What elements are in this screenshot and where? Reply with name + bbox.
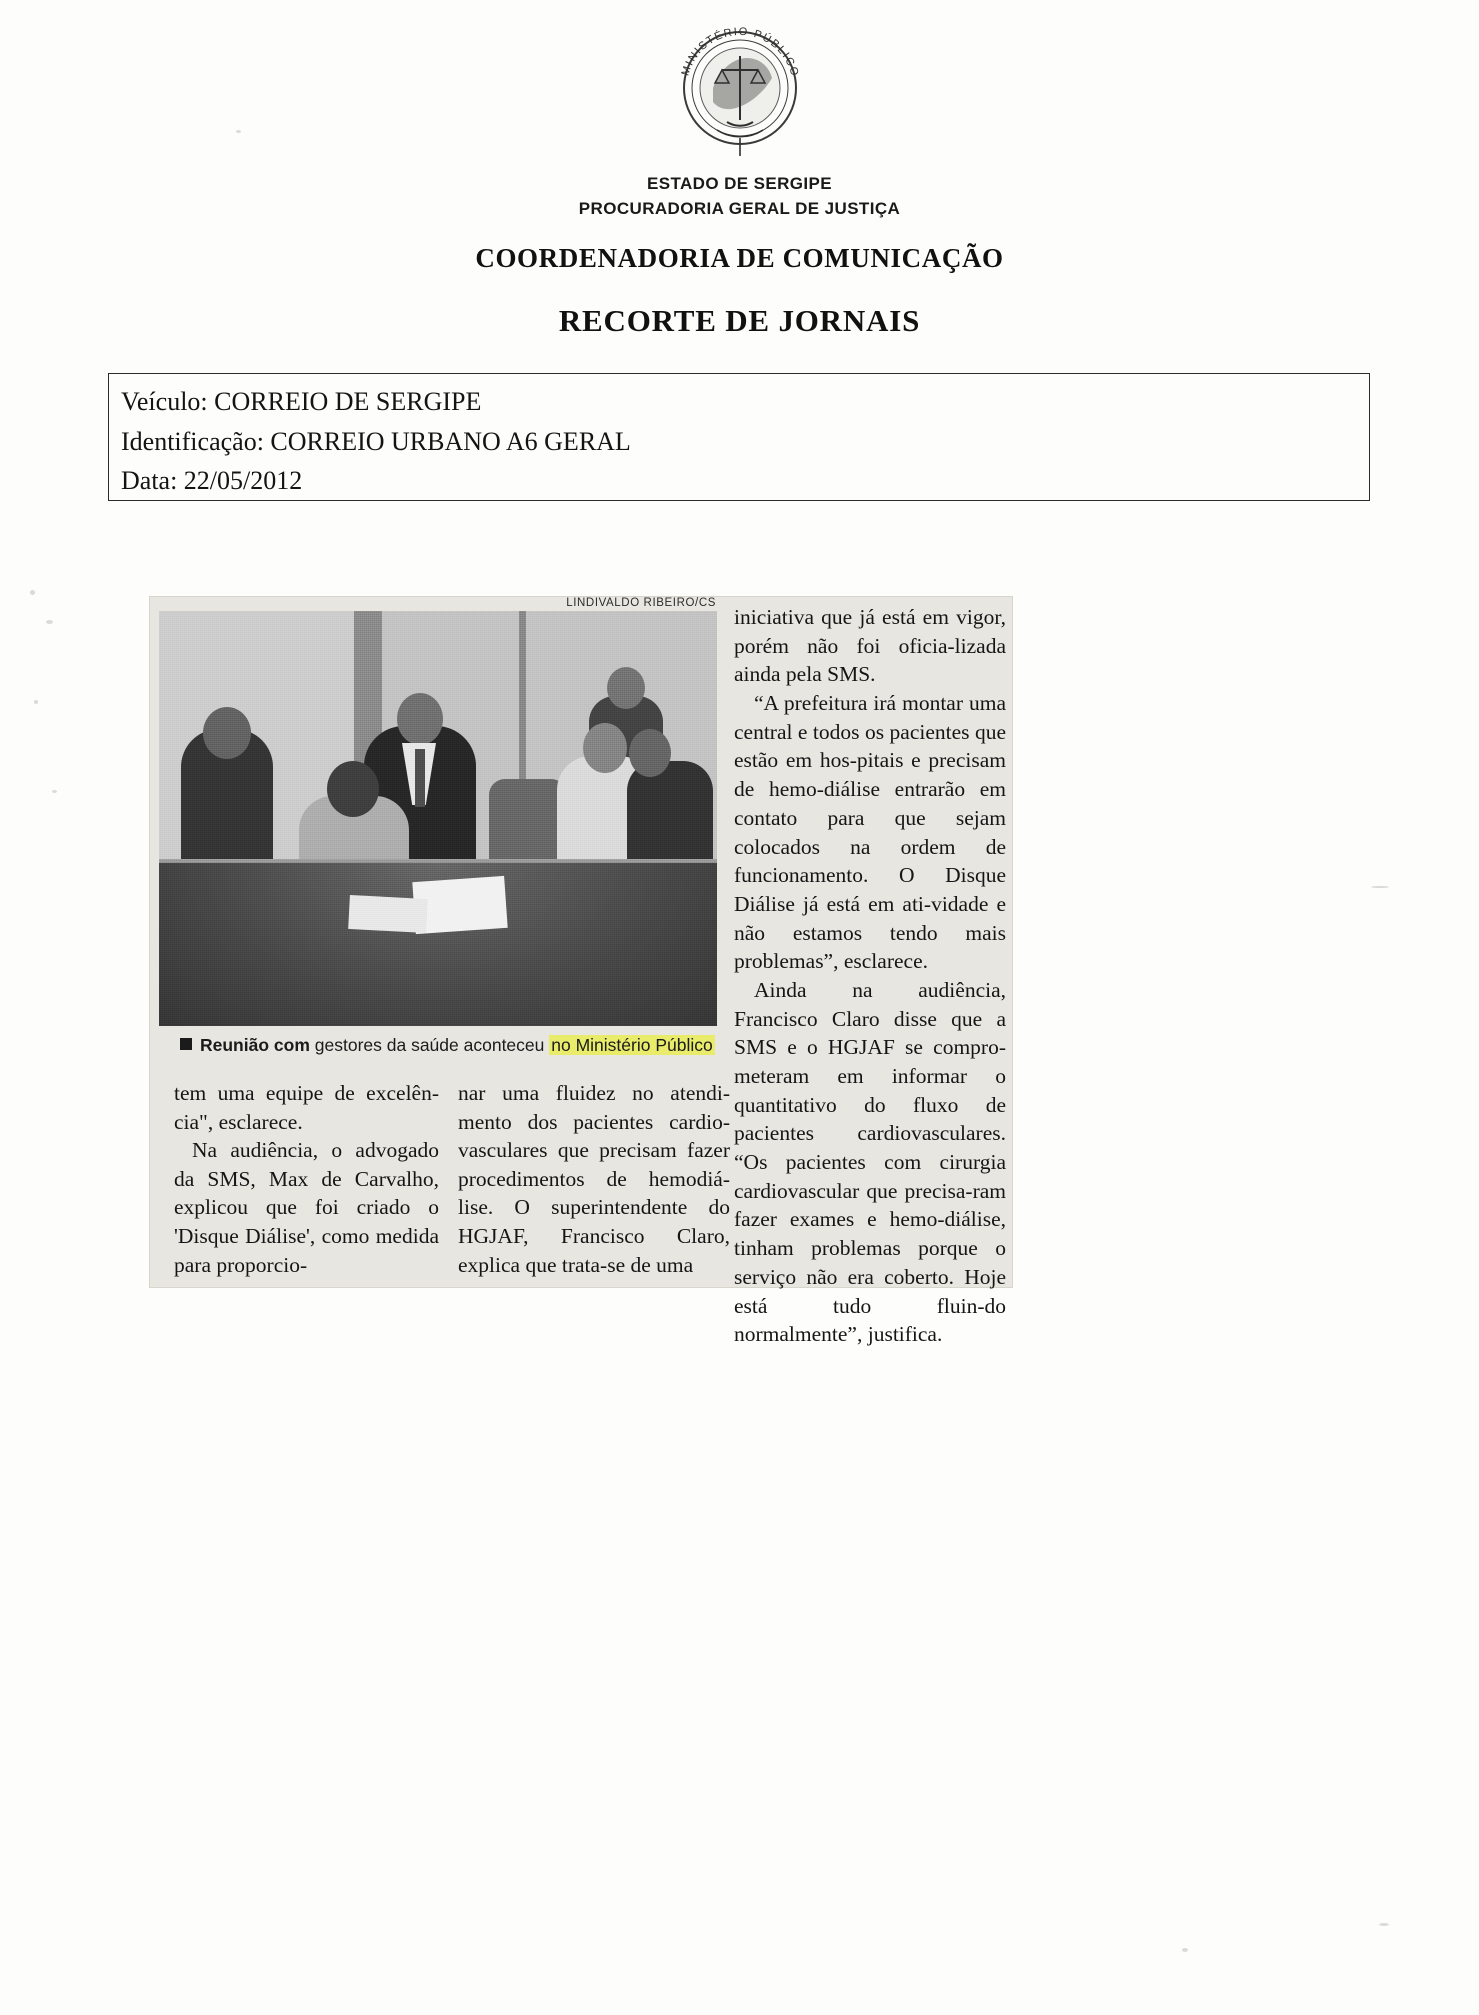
scan-speck — [1379, 1923, 1389, 1926]
paragraph: nar uma fluidez no atendi-mento dos pacientes cardio-vasculares que precisam fazer procedimentos de hemodiá-lise. O superintendente do HGJAF, Francisco Claro, explica que trata-se de uma — [458, 1081, 730, 1277]
scan-speck — [30, 590, 35, 595]
scan-speck — [1182, 1948, 1188, 1952]
caption-bold: Reunião com — [200, 1035, 310, 1055]
svg-text:MINISTÉRIO PÚBLICO: MINISTÉRIO PÚBLICO — [678, 25, 801, 79]
paragraph: Na audiência, o advogado da SMS, Max de Carvalho, explicou que foi criado o 'Disque Diálise', como medida para proporcio- — [174, 1138, 439, 1277]
caption-highlight: no Ministério Público — [551, 1035, 713, 1055]
organization-heading — [0, 172, 1479, 221]
article-column-middle — [458, 1079, 730, 1279]
article-column-right — [734, 603, 1006, 1349]
org-line-office: PROCURADORIA GERAL DE JUSTIÇA — [578, 198, 901, 218]
coordination-title: COORDENADORIA DE COMUNICAÇÃO — [475, 243, 1004, 273]
org-line-state: ESTADO DE SERGIPE — [646, 174, 833, 193]
paragraph: tem uma equipe de excelên-cia", esclarece. — [174, 1081, 439, 1134]
meta-vehicle: Veículo: CORREIO DE SERGIPE — [121, 387, 482, 416]
paragraph: “A prefeitura irá montar uma central e todos os pacientes que estão em hos-pitais e precisam de hemo-diálise entrarão em contato para que sejam colocados na ordem de funcionamento. O Disque Diálise já está em ati-vidade e não estamos tendo mais problemas”, esclarece. — [734, 691, 1006, 974]
paragraph: Ainda na audiência, Francisco Claro disse que a SMS e o HGJAF se compro-meteram em informar o quantitativo do fluxo de pacientes cardiovasculares. “Os pacientes com cirurgia cardiovascular que precisa-ram fazer exames e hemo-diálise, tinham problemas porque o serviço não era coberto. Hoje está tudo fluin-do normalmente”, justifica. — [734, 977, 1006, 1347]
meta-date: Data: 22/05/2012 — [121, 466, 303, 496]
clipping-metadata-box — [108, 373, 1370, 501]
caption-plain: gestores da saúde aconteceu — [314, 1035, 545, 1055]
scan-speck — [236, 130, 241, 133]
meta-identification: Identificação: CORREIO URBANO A6 GERAL — [121, 426, 631, 456]
crest-container — [0, 18, 1479, 168]
newspaper-clipping — [150, 597, 1012, 1347]
scan-speck — [1371, 886, 1389, 888]
meeting-photograph — [159, 611, 717, 1026]
photo-credit: LINDIVALDO RIBEIRO/CS — [566, 597, 716, 609]
scan-speck — [34, 700, 38, 704]
scan-speck — [46, 620, 53, 624]
page-title: RECORTE DE JORNAIS — [558, 303, 921, 338]
photo-caption — [180, 1035, 720, 1056]
scan-speck — [52, 790, 57, 793]
ministerio-publico-crest-icon — [665, 18, 815, 168]
bullet-square-icon — [180, 1038, 192, 1050]
article-column-left — [174, 1079, 439, 1279]
paragraph: iniciativa que já está em vigor, porém não foi oficia-lizada ainda pela SMS. — [734, 605, 1006, 687]
